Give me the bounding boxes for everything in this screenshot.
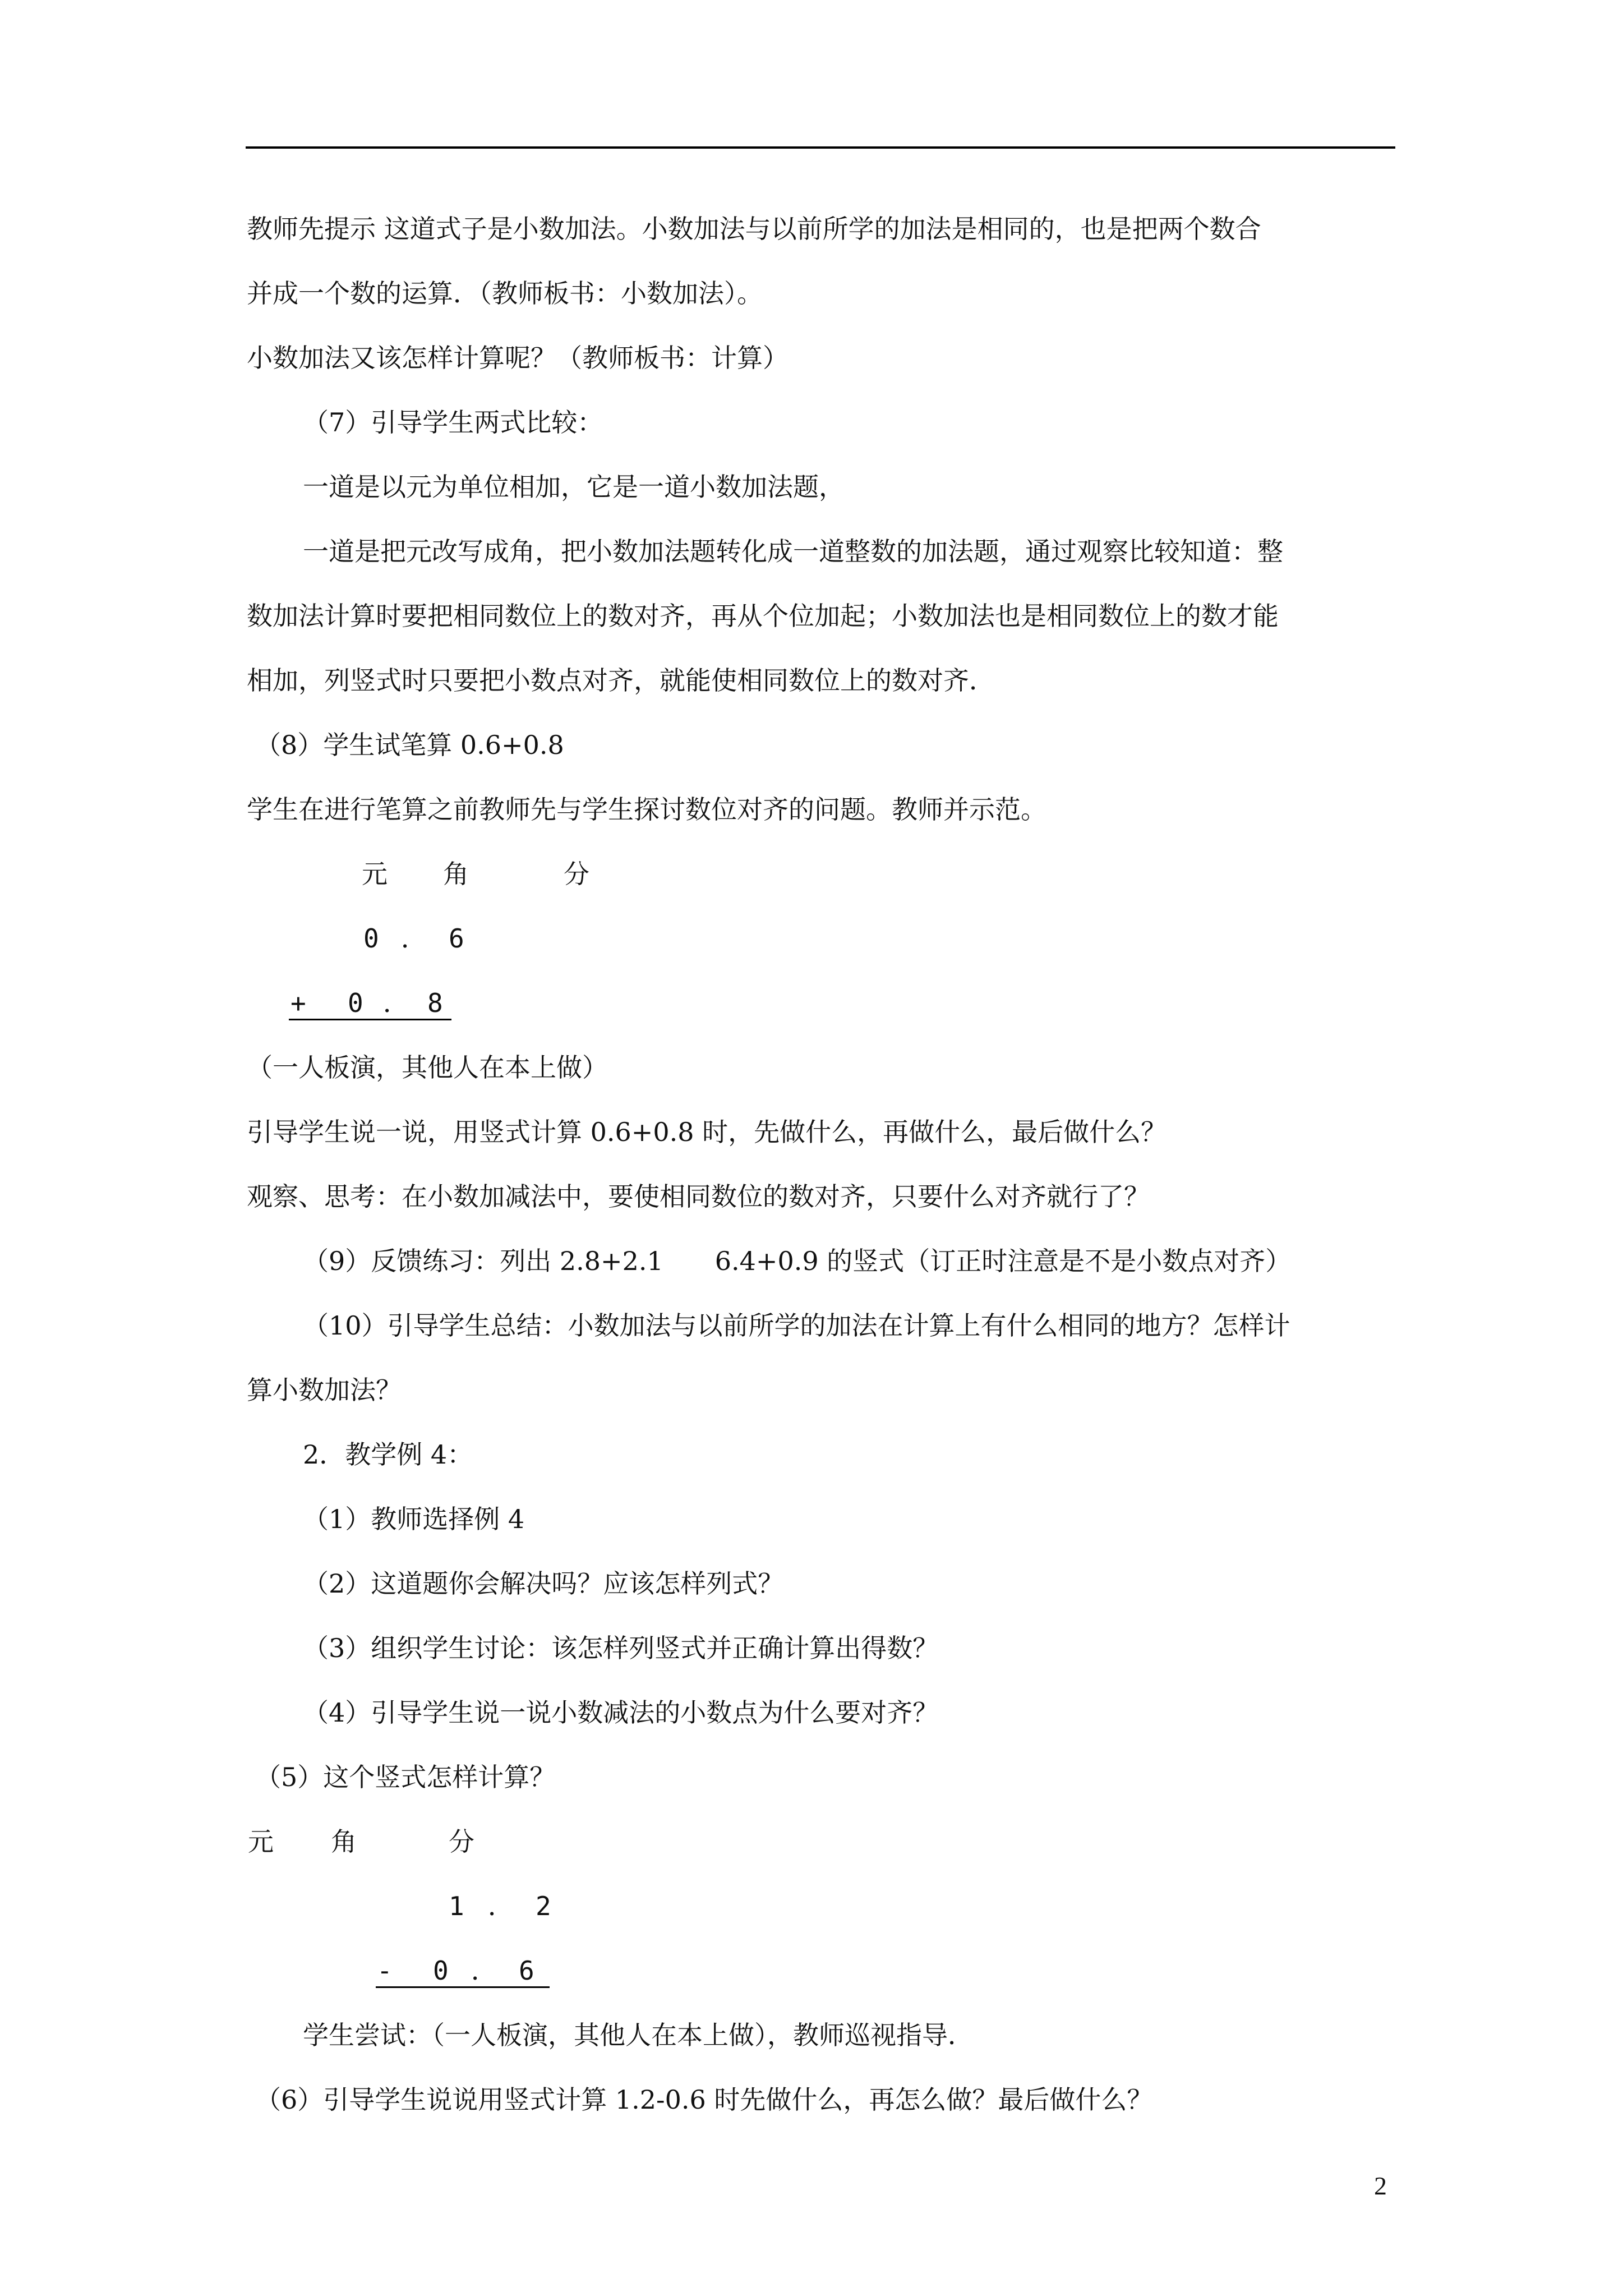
text-line: 数加法计算时要把相同数位上的数对齐，再从个位加起；小数加法也是相同数位上的数才能 [247,601,1279,631]
text-line: （2）这道题你会解决吗？应该怎样列式？ [303,1568,784,1599]
minus-sign: - [377,1955,393,1986]
decimal-point: ． [401,923,427,954]
text-line: 观察、思考：在小数加减法中，要使相同数位的数对齐，只要什么对齐就行了？ [247,1181,1150,1212]
digit: 6 [449,923,464,954]
unit-yuan: 元 [362,859,388,889]
digit: 2 [536,1891,551,1921]
text-line: 2．教学例 4： [303,1439,473,1470]
text-line: （10）引导学生总结：小数加法与以前所学的加法在计算上有什么相同的地方？怎样计 [303,1310,1290,1341]
digit: 0 [363,923,379,954]
unit-jiao: 角 [443,859,469,889]
header-rule [246,146,1395,149]
text-line: 一道是以元为单位相加，它是一道小数加法题， [303,472,845,502]
text-line: （5）这个竖式怎样计算？ [255,1762,556,1792]
digit: 6 [519,1955,534,1986]
text-line: （6）引导学生说说用竖式计算 1.2-0.6 时先做什么，再怎么做？最后做什么？ [255,2085,1153,2115]
text-line: 引导学生说一说，用竖式计算 0.6+0.8 时，先做什么，再做什么，最后做什么？ [247,1117,1167,1147]
digit: 1 [449,1891,464,1921]
digit: 8 [427,988,443,1018]
decimal-point: ． [383,988,409,1018]
text-line: 小数加法又该怎样计算呢？（教师板书：计算） [247,343,789,373]
sum-underline [289,1019,451,1020]
plus-sign: + [291,988,306,1018]
text-line: （一人板演，其他人在本上做） [247,1052,608,1083]
text-line: （1）教师选择例 4 [303,1504,525,1534]
text-line: （3）组织学生讨论：该怎样列竖式并正确计算出得数？ [303,1633,939,1663]
unit-fen: 分 [564,859,589,889]
text-line: 并成一个数的运算．（教师板书：小数加法）。 [247,278,763,309]
unit-jiao: 角 [331,1826,357,1857]
page-number: 2 [1374,2171,1387,2200]
text-line: 算小数加法？ [247,1375,402,1405]
text-line: （9）反馈练习：列出 2.8+2.1 6.4+0.9 的竖式（订正时注意是不是小数点对齐） [303,1246,1292,1276]
text-line: 学生尝试：（一人板演，其他人在本上做），教师巡视指导． [303,2020,974,2050]
text-line: 教师先提示 这道式子是小数加法。小数加法与以前所学的加法是相同的，也是把两个数合 [247,214,1261,244]
digit: 0 [348,988,363,1018]
unit-yuan: 元 [248,1826,274,1857]
text-line: （4）引导学生说一说小数减法的小数点为什么要对齐？ [303,1697,939,1728]
difference-underline [376,1986,550,1988]
decimal-point: ． [471,1955,497,1986]
text-line: （7）引导学生两式比较： [303,407,603,438]
text-line: 一道是把元改写成角，把小数加法题转化成一道整数的加法题，通过观察比较知道：整 [303,536,1283,567]
text-line: （8）学生试笔算 0.6+0.8 [255,730,564,760]
decimal-point: ． [488,1891,514,1921]
text-line: 学生在进行笔算之前教师先与学生探讨数位对齐的问题。教师并示范。 [247,794,1046,825]
unit-fen: 分 [449,1826,474,1857]
text-line: 相加，列竖式时只要把小数点对齐，就能使相同数位上的数对齐． [247,665,995,696]
digit: 0 [433,1955,449,1986]
